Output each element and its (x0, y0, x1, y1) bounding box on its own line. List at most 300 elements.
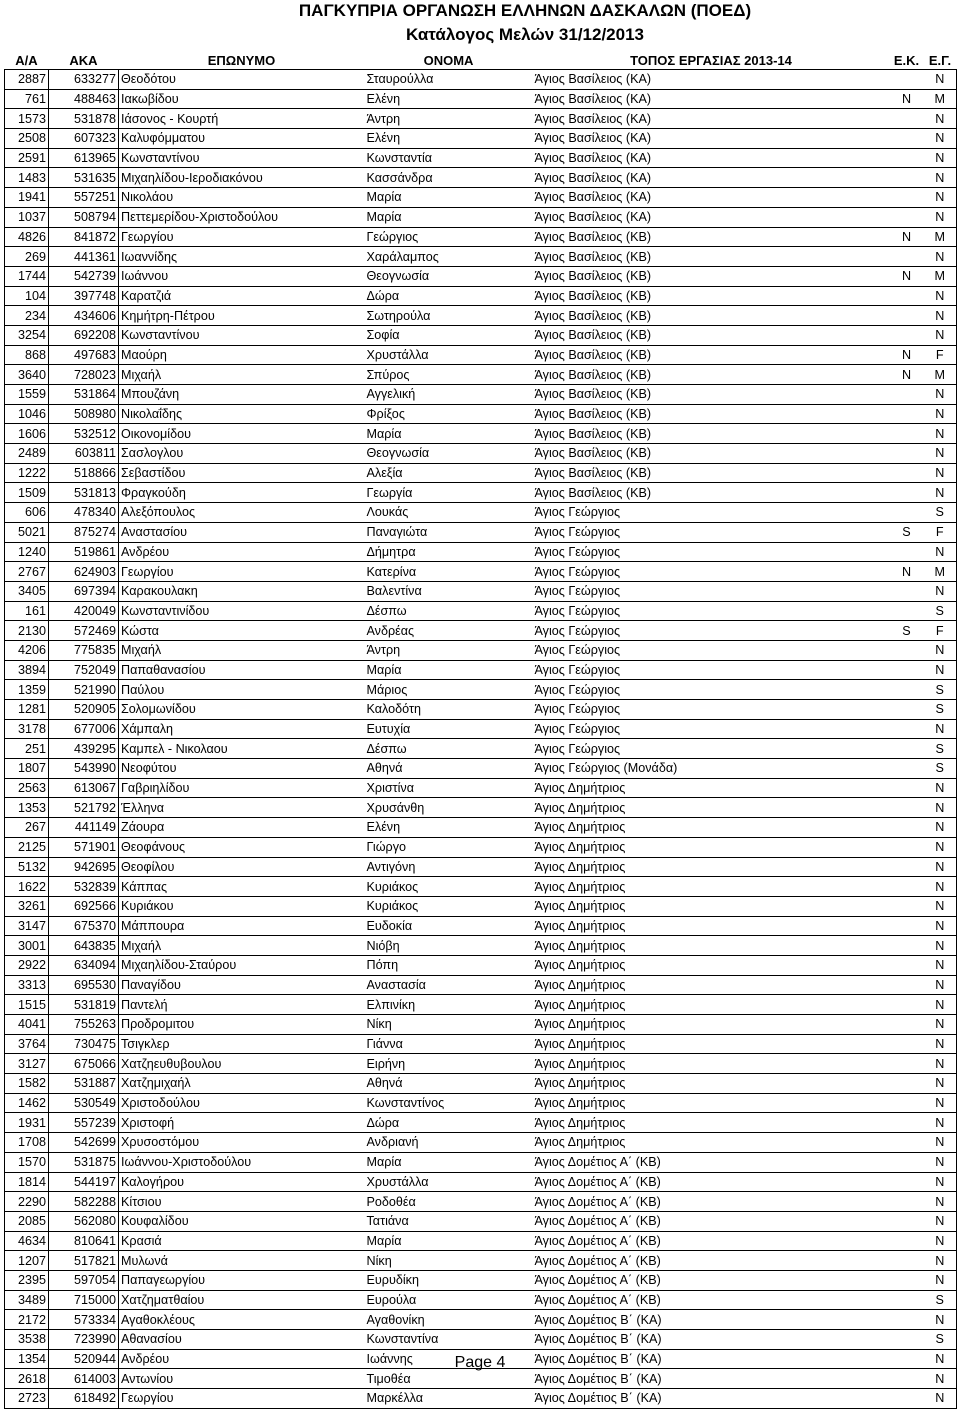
workplace: Άγιος Γεώργιος (533, 700, 890, 720)
aka-code: 775835 (49, 640, 119, 660)
workplace: Άγιος Δημήτριος (533, 1133, 890, 1153)
surname: Θεοφάνους (119, 837, 365, 857)
aka-code: 603811 (49, 444, 119, 464)
aka-code: 520905 (49, 700, 119, 720)
table-row (5, 542, 957, 562)
row-number: 4826 (5, 227, 49, 247)
aka-code: 607323 (49, 129, 119, 149)
workplace: Άγιος Δομέτιος Α΄ (ΚΒ) (533, 1290, 890, 1310)
surname: Μιχαήλ (119, 365, 365, 385)
workplace: Άγιος Δομέτιος Α΄ (ΚΒ) (533, 1270, 890, 1290)
workplace: Άγιος Γεώργιος (533, 719, 890, 739)
ek-value (890, 1211, 924, 1231)
workplace: Άγιος Δομέτιος Β΄ (ΚΑ) (533, 1310, 890, 1330)
eg-value: N (924, 857, 957, 877)
row-number: 3313 (5, 975, 49, 995)
surname: Κάππας (119, 877, 365, 897)
surname: Κωνσταντινίδου (119, 601, 365, 621)
ek-value (890, 581, 924, 601)
surname: Μπουζάνη (119, 385, 365, 405)
surname: Καλογήρου (119, 1172, 365, 1192)
eg-value: N (924, 995, 957, 1015)
workplace: Άγιος Βασίλειος (ΚΒ) (533, 325, 890, 345)
aka-code: 508980 (49, 404, 119, 424)
eg-value: S (924, 739, 957, 759)
row-number: 1570 (5, 1152, 49, 1172)
ek-value (890, 1270, 924, 1290)
eg-value: N (924, 896, 957, 916)
row-number: 2563 (5, 778, 49, 798)
row-number: 1931 (5, 1113, 49, 1133)
first-name: Ελπινίκη (365, 995, 533, 1015)
workplace: Άγιος Γεώργιος (533, 581, 890, 601)
first-name: Μαρία (365, 188, 533, 208)
surname: Καρακουλακη (119, 581, 365, 601)
aka-code: 677006 (49, 719, 119, 739)
aka-code: 755263 (49, 1015, 119, 1035)
eg-value: N (924, 463, 957, 483)
table-row (5, 148, 957, 168)
surname: Έλληνα (119, 798, 365, 818)
ek-value (890, 778, 924, 798)
eg-value: N (924, 1093, 957, 1113)
ek-value (890, 1251, 924, 1271)
ek-value (890, 483, 924, 503)
workplace: Άγιος Δημήτριος (533, 1074, 890, 1094)
table-row (5, 759, 957, 779)
first-name: Φρίξος (365, 404, 533, 424)
first-name: Δώρα (365, 1113, 533, 1133)
workplace: Άγιος Βασίλειος (ΚΒ) (533, 365, 890, 385)
surname: Σολομωνίδου (119, 700, 365, 720)
workplace: Άγιος Γεώργιος (Μονάδα) (533, 759, 890, 779)
row-number: 606 (5, 503, 49, 523)
eg-value: N (924, 286, 957, 306)
ek-value (890, 306, 924, 326)
surname: Χατζηματθαίου (119, 1290, 365, 1310)
table-row (5, 365, 957, 385)
workplace: Άγιος Γεώργιος (533, 542, 890, 562)
first-name: Σπύρος (365, 365, 533, 385)
table-row (5, 562, 957, 582)
workplace: Άγιος Δημήτριος (533, 995, 890, 1015)
table-row (5, 325, 957, 345)
surname: Κρασιά (119, 1231, 365, 1251)
workplace: Άγιος Δομέτιος Α΄ (ΚΒ) (533, 1251, 890, 1271)
ek-value (890, 700, 924, 720)
eg-value: N (924, 916, 957, 936)
row-number: 1708 (5, 1133, 49, 1153)
page-title: ΠΑΓΚΥΠΡΙΑ ΟΡΓΑΝΩΣΗ ΕΛΛΗΝΩΝ ΔΑΣΚΑΛΩΝ (ΠΟΕΔ) (298, 1, 752, 20)
ek-value (890, 404, 924, 424)
eg-value: M (924, 562, 957, 582)
surname: Νεοφύτου (119, 759, 365, 779)
table-row (5, 1310, 957, 1330)
row-number: 5132 (5, 857, 49, 877)
aka-code: 643835 (49, 936, 119, 956)
ek-value (890, 109, 924, 129)
table-row (5, 739, 957, 759)
eg-value: N (924, 1389, 957, 1409)
first-name: Αλεξία (365, 463, 533, 483)
ek-value (890, 975, 924, 995)
ek-value (890, 70, 924, 90)
ek-value (890, 1015, 924, 1035)
eg-value: N (924, 1369, 957, 1389)
row-number: 1559 (5, 385, 49, 405)
surname: Αθανασίου (119, 1330, 365, 1350)
aka-code: 597054 (49, 1270, 119, 1290)
first-name: Νίκη (365, 1015, 533, 1035)
workplace: Άγιος Δημήτριος (533, 857, 890, 877)
aka-code: 692566 (49, 896, 119, 916)
first-name: Βαλεντίνα (365, 581, 533, 601)
ek-value (890, 936, 924, 956)
eg-value: F (924, 522, 957, 542)
first-name: Ελένη (365, 818, 533, 838)
eg-value: F (924, 345, 957, 365)
eg-value: N (924, 1152, 957, 1172)
first-name: Νίκη (365, 1251, 533, 1271)
workplace: Άγιος Δημήτριος (533, 1015, 890, 1035)
ek-value (890, 896, 924, 916)
workplace: Άγιος Γεώργιος (533, 621, 890, 641)
workplace: Άγιος Βασίλειος (ΚΒ) (533, 463, 890, 483)
aka-code: 397748 (49, 286, 119, 306)
surname: Κωνσταντίνου (119, 325, 365, 345)
aka-code: 441149 (49, 818, 119, 838)
surname: Μυλωνά (119, 1251, 365, 1271)
ek-value (890, 916, 924, 936)
aka-code: 728023 (49, 365, 119, 385)
aka-code: 531813 (49, 483, 119, 503)
eg-value: N (924, 1074, 957, 1094)
first-name: Κυριάκος (365, 896, 533, 916)
surname: Αγαθοκλέους (119, 1310, 365, 1330)
ek-value (890, 877, 924, 897)
row-number: 4206 (5, 640, 49, 660)
first-name: Μαρία (365, 207, 533, 227)
surname: Ιακωβίδου (119, 89, 365, 109)
table-row (5, 247, 957, 267)
eg-value: N (924, 837, 957, 857)
table-row (5, 896, 957, 916)
surname: Κυριάκου (119, 896, 365, 916)
row-number: 1744 (5, 266, 49, 286)
table-row (5, 660, 957, 680)
table-row (5, 601, 957, 621)
first-name: Κυριάκος (365, 877, 533, 897)
surname: Καλυφόμματου (119, 129, 365, 149)
table-row (5, 818, 957, 838)
eg-value: N (924, 148, 957, 168)
eg-value: N (924, 207, 957, 227)
ek-value (890, 1192, 924, 1212)
first-name: Δέσπω (365, 601, 533, 621)
col-header-aa: Α/Α (5, 51, 49, 70)
eg-value: N (924, 1211, 957, 1231)
row-number: 3254 (5, 325, 49, 345)
table-row (5, 345, 957, 365)
table-header-row (5, 51, 957, 70)
first-name: Δέσπω (365, 739, 533, 759)
row-number: 3178 (5, 719, 49, 739)
row-number: 3538 (5, 1330, 49, 1350)
first-name: Νιόβη (365, 936, 533, 956)
aka-code: 508794 (49, 207, 119, 227)
table-row (5, 916, 957, 936)
workplace: Άγιος Δημήτριος (533, 916, 890, 936)
eg-value: S (924, 601, 957, 621)
aka-code: 530549 (49, 1093, 119, 1113)
workplace: Άγιος Δομέτιος Α΄ (ΚΒ) (533, 1211, 890, 1231)
first-name: Κωνσταντίνος (365, 1093, 533, 1113)
ek-value (890, 818, 924, 838)
aka-code: 675066 (49, 1054, 119, 1074)
surname: Κίτσιου (119, 1192, 365, 1212)
eg-value: S (924, 759, 957, 779)
workplace: Άγιος Δημήτριος (533, 955, 890, 975)
eg-value: N (924, 1231, 957, 1251)
row-number: 4634 (5, 1231, 49, 1251)
workplace: Άγιος Δημήτριος (533, 1113, 890, 1133)
first-name: Θεογνωσία (365, 444, 533, 464)
workplace: Άγιος Βασίλειος (ΚΑ) (533, 129, 890, 149)
workplace: Άγιος Δομέτιος Α΄ (ΚΒ) (533, 1192, 890, 1212)
table-row (5, 1270, 957, 1290)
table-row (5, 1015, 957, 1035)
table-row (5, 1172, 957, 1192)
table-row (5, 700, 957, 720)
row-number: 1582 (5, 1074, 49, 1094)
table-row (5, 522, 957, 542)
aka-code: 521990 (49, 680, 119, 700)
aka-code: 613067 (49, 778, 119, 798)
workplace: Άγιος Δομέτιος Β΄ (ΚΑ) (533, 1389, 890, 1409)
aka-code: 531819 (49, 995, 119, 1015)
surname: Κημήτρη-Πέτρου (119, 306, 365, 326)
row-number: 1483 (5, 168, 49, 188)
ek-value (890, 1074, 924, 1094)
aka-code: 562080 (49, 1211, 119, 1231)
table-row (5, 1093, 957, 1113)
ek-value (890, 1152, 924, 1172)
aka-code: 618492 (49, 1389, 119, 1409)
ek-value (890, 385, 924, 405)
aka-code: 517821 (49, 1251, 119, 1271)
ek-value (890, 1330, 924, 1350)
first-name: Ειρήνη (365, 1054, 533, 1074)
table-row (5, 857, 957, 877)
table-row (5, 266, 957, 286)
surname: Πεττεμερίδου-Χριστοδούλου (119, 207, 365, 227)
surname: Παπαθανασίου (119, 660, 365, 680)
page-subtitle: Κατάλογος Μελών 31/12/2013 (405, 25, 645, 44)
table-row (5, 503, 957, 523)
first-name: Δώρα (365, 286, 533, 306)
table-row (5, 207, 957, 227)
aka-code: 478340 (49, 503, 119, 523)
first-name: Άντρη (365, 640, 533, 660)
ek-value (890, 129, 924, 149)
table-row (5, 1330, 957, 1350)
surname: Παναγίδου (119, 975, 365, 995)
aka-code: 532512 (49, 424, 119, 444)
table-row (5, 581, 957, 601)
workplace: Άγιος Γεώργιος (533, 739, 890, 759)
surname: Παντελή (119, 995, 365, 1015)
table-row (5, 837, 957, 857)
workplace: Άγιος Δημήτριος (533, 1034, 890, 1054)
workplace: Άγιος Δομέτιος Β΄ (ΚΑ) (533, 1349, 890, 1369)
col-header-workplace: ΤΟΠΟΣ ΕΡΓΑΣΙΑΣ 2013-14 (533, 51, 890, 70)
eg-value: N (924, 1349, 957, 1369)
row-number: 1046 (5, 404, 49, 424)
ek-value: N (890, 345, 924, 365)
workplace: Άγιος Δημήτριος (533, 818, 890, 838)
row-number: 234 (5, 306, 49, 326)
aka-code: 752049 (49, 660, 119, 680)
workplace: Άγιος Δημήτριος (533, 837, 890, 857)
surname: Νικολάου (119, 188, 365, 208)
surname: Ιωάννου-Χριστοδούλου (119, 1152, 365, 1172)
ek-value (890, 247, 924, 267)
aka-code: 692208 (49, 325, 119, 345)
table-row (5, 1034, 957, 1054)
table-row (5, 1152, 957, 1172)
surname: Χριστοδούλου (119, 1093, 365, 1113)
surname: Κώστα (119, 621, 365, 641)
row-number: 2130 (5, 621, 49, 641)
first-name: Κωνσταντίνα (365, 1330, 533, 1350)
workplace: Άγιος Βασίλειος (ΚΒ) (533, 306, 890, 326)
aka-code: 730475 (49, 1034, 119, 1054)
surname: Παπαγεωργίου (119, 1270, 365, 1290)
col-header-ek: Ε.Κ. (890, 51, 924, 70)
aka-code: 531878 (49, 109, 119, 129)
table-row (5, 1290, 957, 1310)
ek-value (890, 424, 924, 444)
aka-code: 543990 (49, 759, 119, 779)
first-name: Μαρία (365, 424, 533, 444)
workplace: Άγιος Δημήτριος (533, 1054, 890, 1074)
first-name: Γεωργία (365, 483, 533, 503)
ek-value (890, 148, 924, 168)
workplace: Άγιος Δημήτριος (533, 936, 890, 956)
aka-code: 695530 (49, 975, 119, 995)
workplace: Άγιος Βασίλειος (ΚΑ) (533, 188, 890, 208)
row-number: 1207 (5, 1251, 49, 1271)
workplace: Άγιος Βασίλειος (ΚΒ) (533, 266, 890, 286)
table-row (5, 385, 957, 405)
aka-code: 582288 (49, 1192, 119, 1212)
ek-value (890, 1231, 924, 1251)
table-row (5, 70, 957, 90)
workplace: Άγιος Βασίλειος (ΚΒ) (533, 227, 890, 247)
first-name: Γιάννα (365, 1034, 533, 1054)
surname: Γεωργίου (119, 562, 365, 582)
workplace: Άγιος Δημήτριος (533, 798, 890, 818)
eg-value: N (924, 1133, 957, 1153)
aka-code: 544197 (49, 1172, 119, 1192)
eg-value: N (924, 1054, 957, 1074)
first-name: Σταυρούλλα (365, 70, 533, 90)
ek-value (890, 1290, 924, 1310)
first-name: Ανδρέας (365, 621, 533, 641)
page-number: Page 4 (454, 1354, 506, 1371)
surname: Μιχαήλ (119, 936, 365, 956)
first-name: Ευρυδίκη (365, 1270, 533, 1290)
surname: Αναστασίου (119, 522, 365, 542)
row-number: 2922 (5, 955, 49, 975)
eg-value: N (924, 385, 957, 405)
surname: Μαούρη (119, 345, 365, 365)
eg-value: F (924, 621, 957, 641)
workplace: Άγιος Βασίλειος (ΚΒ) (533, 424, 890, 444)
eg-value: N (924, 247, 957, 267)
workplace: Άγιος Βασίλειος (ΚΒ) (533, 444, 890, 464)
table-row (5, 463, 957, 483)
surname: Χάμπαλη (119, 719, 365, 739)
surname: Νικολαΐδης (119, 404, 365, 424)
row-number: 267 (5, 818, 49, 838)
surname: Μιχαηλίδου-Ιεροδιακόνου (119, 168, 365, 188)
ek-value (890, 1172, 924, 1192)
eg-value: N (924, 1172, 957, 1192)
workplace: Άγιος Βασίλειος (ΚΒ) (533, 286, 890, 306)
row-number: 3127 (5, 1054, 49, 1074)
surname: Ζάουρα (119, 818, 365, 838)
ek-value (890, 601, 924, 621)
eg-value: N (924, 129, 957, 149)
workplace: Άγιος Βασίλειος (ΚΒ) (533, 345, 890, 365)
row-number: 3147 (5, 916, 49, 936)
table-row (5, 129, 957, 149)
ek-value (890, 1310, 924, 1330)
ek-value (890, 640, 924, 660)
surname: Μιχαηλίδου-Σταύρου (119, 955, 365, 975)
workplace: Άγιος Γεώργιος (533, 522, 890, 542)
first-name: Τιμοθέα (365, 1369, 533, 1389)
workplace: Άγιος Βασίλειος (ΚΑ) (533, 70, 890, 90)
row-number: 1573 (5, 109, 49, 129)
ek-value: N (890, 562, 924, 582)
row-number: 2767 (5, 562, 49, 582)
workplace: Άγιος Βασίλειος (ΚΒ) (533, 404, 890, 424)
eg-value: N (924, 306, 957, 326)
ek-value (890, 857, 924, 877)
aka-code: 488463 (49, 89, 119, 109)
workplace: Άγιος Γεώργιος (533, 503, 890, 523)
workplace: Άγιος Βασίλειος (ΚΑ) (533, 109, 890, 129)
eg-value: N (924, 818, 957, 838)
row-number: 3764 (5, 1034, 49, 1054)
surname: Αντωνίου (119, 1369, 365, 1389)
ek-value (890, 1093, 924, 1113)
table-row (5, 719, 957, 739)
surname: Ιάσονος - Κουρτή (119, 109, 365, 129)
members-table (4, 51, 957, 1409)
ek-value (890, 995, 924, 1015)
eg-value: N (924, 1034, 957, 1054)
first-name: Χρυσάνθη (365, 798, 533, 818)
table-row (5, 640, 957, 660)
first-name: Αγγελική (365, 385, 533, 405)
table-row (5, 1211, 957, 1231)
row-number: 2085 (5, 1211, 49, 1231)
workplace: Άγιος Δημήτριος (533, 1093, 890, 1113)
eg-value: N (924, 955, 957, 975)
